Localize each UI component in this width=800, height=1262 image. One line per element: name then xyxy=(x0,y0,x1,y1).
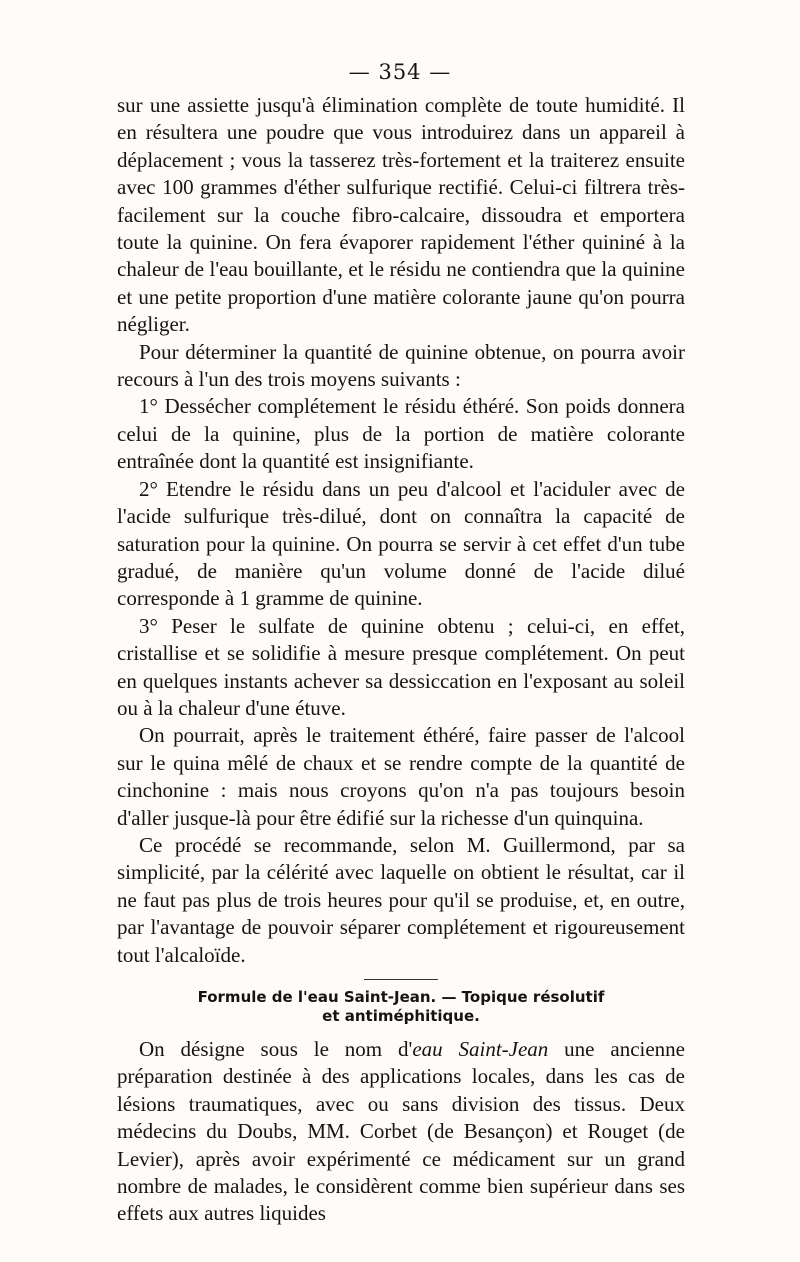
page-body xyxy=(117,92,685,1228)
intro-italic-term: eau Saint-Jean xyxy=(412,1037,549,1061)
paragraph-continuation: sur une assiette jusqu'à élimination complète de toute humidité. Il en résultera une poudre que vous introduirez dans un appareil à déplacement ; vous la tasserez très-fortement et la traiterez ensuite avec 100 grammes d'éther sulfurique rectifié. Celui-ci filtrera très-facilement sur la couche fibro-calcaire, dissoudra et emportera toute la quinine. On fera évaporer rapidement l'éther quininé à la chaleur de l'eau bouillante, et le résidu ne contiendra que la quinine et une petite proportion d'une matière colorante jaune qu'on pourra négliger. xyxy=(117,93,685,337)
paragraph-method-1: 1° Dessécher complétement le résidu éthéré. Son poids donnera celui de la quinine, plus de la portion de matière colorante entraînée dont la quantité est insignifiante. xyxy=(117,394,685,474)
section-title-line-1: Formule de l'eau Saint-Jean. — Topique résolutif xyxy=(197,988,605,1006)
paragraph-method-3: 3° Peser le sulfate de quinine obtenu ; celui-ci, en effet, cristallise et se solidifie à mesure presque complétement. On peut en quelques instants achever sa dessiccation en l'exposant au soleil ou à la chaleur d'une étuve. xyxy=(117,613,685,720)
paragraph-methods-intro: Pour déterminer la quantité de quinine obtenue, on pourra avoir recours à l'un des trois moyens suivants : xyxy=(117,339,685,392)
section-divider xyxy=(364,979,438,980)
paragraph-cinchonine: On pourrait, après le traitement éthéré, faire passer de l'alcool sur le quina mêlé de chaux et se rendre compte de la quantité de cinchonine : mais nous croyons qu'on n'a pas toujours besoin d'aller jusque-là pour être édifié sur la richesse d'un quinquina. xyxy=(117,723,685,830)
section-title xyxy=(117,988,685,1026)
paragraph-method-2: 2° Etendre le résidu dans un peu d'alcool et l'aciduler avec de l'acide sulfurique très-dilué, dont on connaîtra la capacité de saturation pour la quinine. On pourra se servir à cet effet d'un tube gradué, de manière qu'un volume donné de l'acide dilué corresponde à 1 gramme de quinine. xyxy=(117,476,685,611)
intro-text-before: On désigne sous le nom d' xyxy=(139,1037,413,1061)
page-number: — 354 — xyxy=(348,60,452,84)
section-title-line-2: et antiméphitique. xyxy=(322,1007,480,1025)
intro-text-after: une ancienne préparation destinée à des applications locales, dans les cas de lésions traumatiques, avec ou sans division des tissus. Deux médecins du Doubs, MM. Corbet (de Besançon) et Rouget (de Levier), après avoir expérimenté ce médicament sur un grand nombre de malades, le considèrent comme bien supérieur dans ses effets aux autres liquides xyxy=(117,1037,685,1226)
paragraph-eau-saint-jean xyxy=(117,1036,685,1228)
paragraph-conclusion: Ce procédé se recommande, selon M. Guillermond, par sa simplicité, par la célérité avec laquelle on obtient le résultat, car il ne faut pas plus de trois heures pour qu'il se produise, et, en outre, par l'avantage de pouvoir séparer complétement et rigoureusement tout l'alcaloïde. xyxy=(117,832,685,967)
